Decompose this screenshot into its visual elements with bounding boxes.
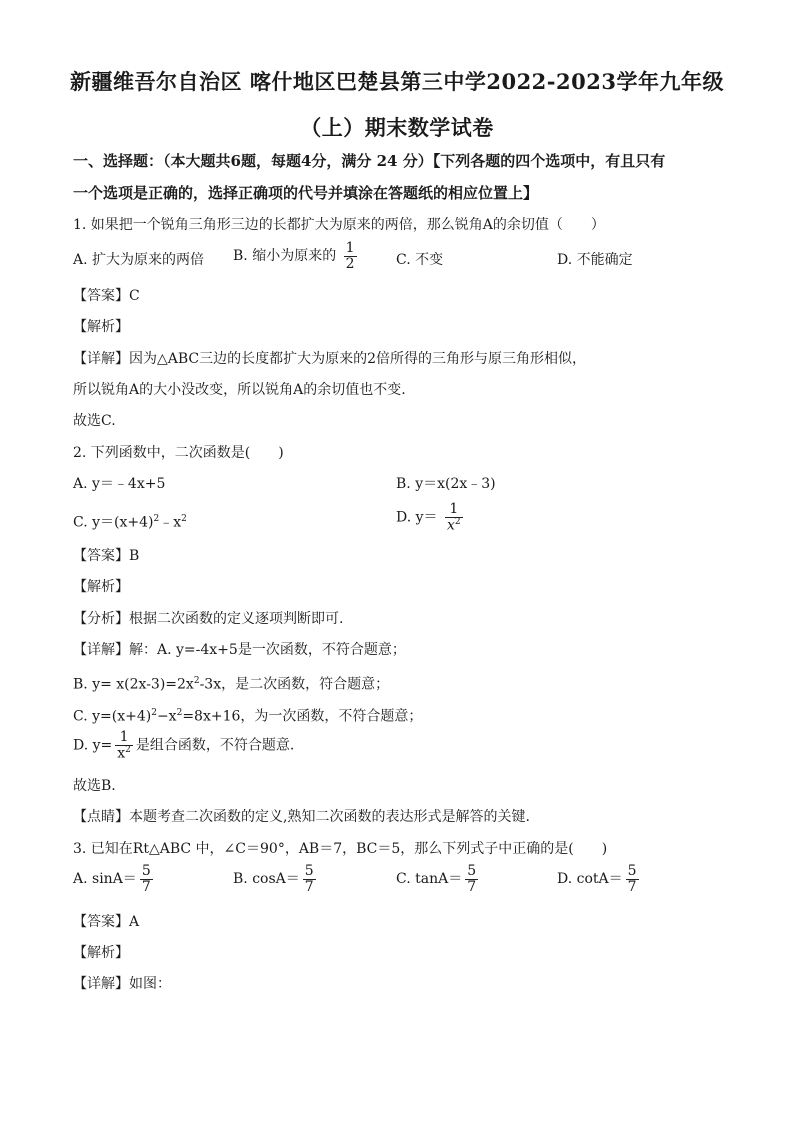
section-instruction-line1: 一、选择题：（本大题共6题，每题4分，满分 24 分）【下列各题的四个选项中，有且只有	[73, 152, 666, 170]
q1-option-a: A. 扩大为原来的两倍	[73, 252, 205, 268]
q2-detail-line1: 【详解】解：A. y=-4x+5是一次函数，不符合题意；	[73, 642, 406, 658]
q2-detail-line4-den-var: x	[117, 745, 126, 762]
q2-dianjing: 【点睛】本题考查二次函数的定义,熟知二次函数的表达形式是解答的关键.	[73, 809, 530, 825]
q2-option-b: B. y＝x(2x﹣3)	[396, 476, 496, 492]
q3-option-c-fraction	[465, 864, 478, 894]
q3-option-a-label: A. sinA＝	[73, 871, 137, 888]
q3-option-d-label: D. cotA＝	[557, 871, 623, 888]
q3-option-c	[396, 864, 481, 894]
q1-option-c: C. 不变	[396, 252, 444, 268]
q2-option-d-numerator: 1	[449, 501, 459, 517]
q3-option-c-denominator: 7	[467, 878, 477, 895]
q2-detail-line4-den-exp: 2	[125, 744, 131, 755]
q3-option-a-fraction	[140, 864, 153, 894]
q2-detail-line2-pre: B. y= x(2x-3)=2x	[73, 676, 194, 693]
q2-detail-line3	[73, 703, 422, 727]
q2-option-c-exponent2: 2	[181, 514, 187, 524]
q2-option-c-base: C. y＝(x+4)	[73, 514, 154, 531]
q3-option-d-fraction	[626, 864, 639, 894]
q1-detail-line1: 【详解】因为△ABC三边的长度都扩大为原来的2倍所得的三角形与原三角形相似，	[73, 351, 587, 367]
q2-conclusion: 故选B.	[73, 778, 116, 794]
q3-stem: 3. 已知在Rt△ABC 中，∠C＝90°，AB＝7，BC＝5，那么下列式子中正确的是( )	[73, 841, 608, 857]
q3-detail-line1: 【详解】如图：	[73, 976, 171, 992]
q2-stem: 2. 下列函数中，二次函数是( )	[73, 445, 284, 461]
q1-detail-line2: 所以锐角A的大小没改变，所以锐角A的余切值也不变.	[73, 382, 406, 398]
q1-option-b-denominator: 2	[345, 255, 355, 272]
q1-option-b-label: B. 缩小为原来的	[233, 248, 337, 265]
q1-option-b	[233, 241, 360, 271]
q1-analysis: 【解析】	[73, 319, 129, 335]
q3-option-b-label: B. cosA＝	[233, 871, 300, 888]
q3-option-a-denominator: 7	[141, 878, 151, 895]
q2-option-c-exponent: 2	[153, 514, 160, 524]
q2-option-d-label: D. y＝	[396, 509, 438, 526]
q2-detail-line3-pre: C. y=(x+4)	[73, 708, 152, 725]
section-instruction-line2: 一个选项是正确的，选择正确项的代号并填涂在答题纸的相应位置上】	[73, 184, 539, 202]
q1-conclusion: 故选C.	[73, 413, 116, 429]
q2-detail-line4	[73, 730, 294, 761]
q3-option-b-fraction	[303, 864, 316, 894]
q2-option-c-minus: ﹣x	[159, 514, 182, 531]
q2-option-d-den-var: x	[447, 517, 455, 534]
q3-option-c-numerator: 5	[467, 863, 477, 879]
exam-title-line2: （上）期末数学试卷	[300, 115, 494, 140]
q2-detail-line3-exp: 2	[151, 708, 157, 718]
q3-analysis: 【解析】	[73, 945, 129, 961]
q3-option-d-numerator: 5	[627, 863, 637, 879]
q3-option-d-denominator: 7	[627, 878, 637, 895]
q2-detail-line3-mid: −x	[156, 708, 177, 725]
q3-option-d	[557, 864, 642, 894]
q2-option-d-denominator	[445, 517, 463, 533]
q2-detail-line4-post: 是组合函数，不符合题意.	[135, 737, 295, 754]
q1-option-d: D. 不能确定	[557, 252, 633, 268]
q2-detail-line2	[73, 671, 389, 695]
q3-option-a-numerator: 5	[141, 863, 151, 879]
q2-detail-line4-numerator: 1	[119, 729, 129, 745]
q1-option-b-numerator: 1	[345, 240, 355, 256]
q3-option-b	[233, 864, 319, 894]
q2-option-d-fraction	[445, 502, 463, 533]
q3-option-b-numerator: 5	[304, 863, 314, 879]
q2-detail-line3-exp2: 2	[176, 708, 183, 718]
q1-option-b-fraction	[344, 241, 357, 271]
q2-option-d-den-exp: 2	[454, 516, 461, 527]
q2-detail-line4-fraction	[115, 730, 133, 761]
q2-analysis: 【解析】	[73, 579, 129, 595]
q1-stem: 1. 如果把一个锐角三角形三边的长都扩大为原来的两倍，那么锐角A的余切值（ ）	[73, 217, 605, 233]
q2-option-a: A. y＝﹣4x+5	[73, 476, 166, 492]
exam-title-line1: 新疆维吾尔自治区 喀什地区巴楚县第三中学2022-2023学年九年级	[70, 69, 724, 94]
q2-option-d	[396, 502, 466, 533]
q2-option-c	[73, 509, 187, 533]
q2-detail-line4-pre: D. y=	[73, 737, 113, 754]
q2-detail-line2-post: -3x，是二次函数，符合题意；	[199, 676, 390, 693]
q3-option-c-label: C. tanA＝	[396, 871, 463, 888]
q2-fenxi: 【分析】根据二次函数的定义逐项判断即可.	[73, 611, 344, 627]
q2-detail-line3-post: =8x+16，为一次函数，不符合题意；	[182, 708, 423, 725]
q3-answer: 【答案】A	[73, 914, 140, 930]
q2-detail-line2-exp: 2	[193, 676, 200, 686]
q2-detail-line4-denominator	[115, 745, 133, 761]
q1-answer: 【答案】C	[73, 288, 140, 304]
q3-option-a	[73, 864, 156, 894]
q3-option-b-denominator: 7	[304, 878, 314, 895]
q2-answer: 【答案】B	[73, 548, 140, 564]
